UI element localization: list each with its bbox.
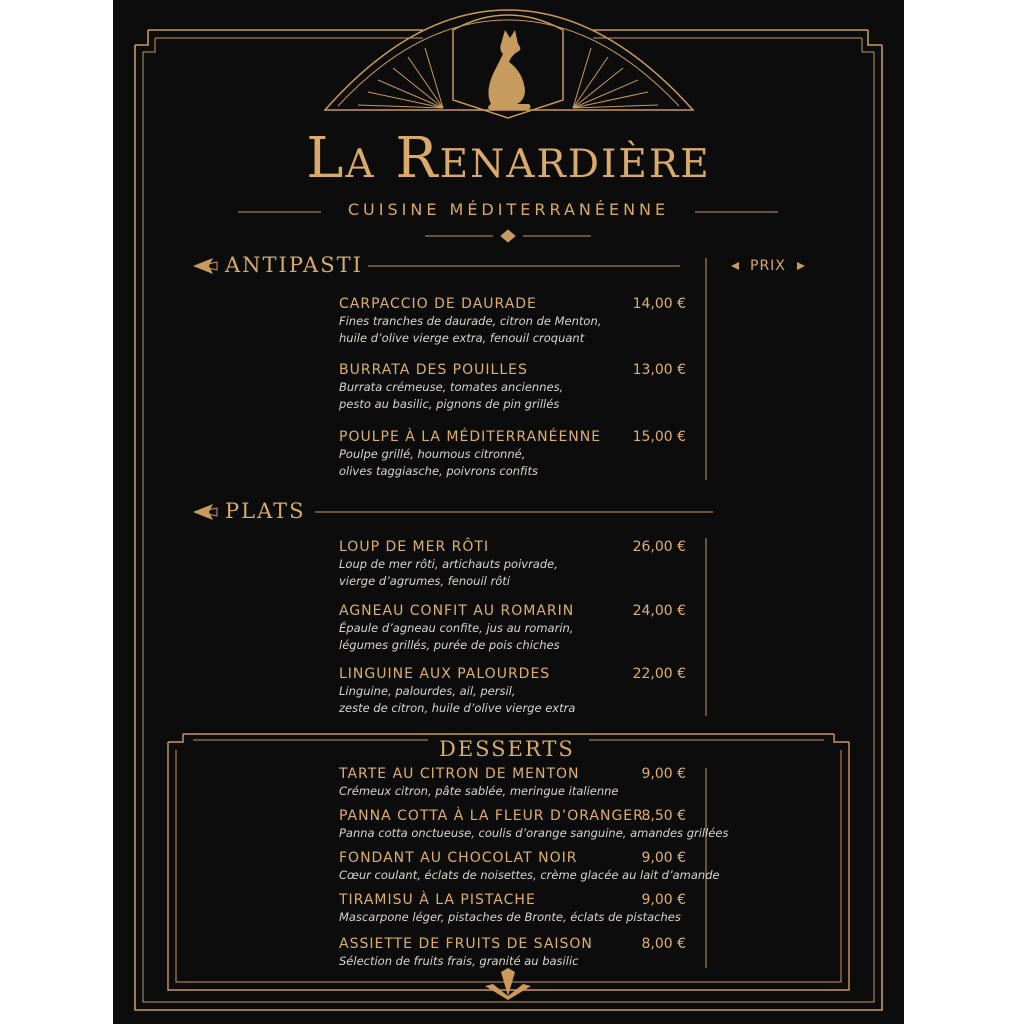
item-name: AGNEAU CONFIT AU ROMARIN <box>339 603 575 619</box>
item-description: Panna cotta onctueuse, coulis d’orange sanguine, amandes grillées <box>339 826 729 840</box>
item-description: huile d’olive vierge extra, fenouil croquant <box>339 330 585 345</box>
restaurant-name: La Renardière <box>306 126 711 191</box>
section-title-antipasti: ANTIPASTI <box>225 253 363 277</box>
item-name: BURRATA DES POUILLES <box>339 362 528 378</box>
item-description: pesto au basilic, pignons de pin grillés <box>339 396 560 411</box>
item-price: 8,50 € <box>641 808 686 824</box>
item-name: ASSIETTE DE FRUITS DE SAISON <box>339 936 593 952</box>
item-name: LINGUINE AUX PALOURDES <box>339 666 551 682</box>
fox-emblem-icon <box>488 30 531 110</box>
header-emblem <box>113 0 904 130</box>
item-description: zeste de citron, huile d’olive vierge extra <box>339 700 576 715</box>
price-column-header: PRIX <box>750 258 786 274</box>
item-description: Linguine, palourdes, ail, persil, <box>339 684 516 698</box>
item-description: Poulpe grillé, houmous citronné, <box>339 447 526 461</box>
item-description: olives taggiasche, poivrons confits <box>339 463 538 478</box>
item-name: LOUP DE MER RÔTI <box>339 539 490 555</box>
menu-item <box>339 602 639 653</box>
item-name: POULPE À LA MÉDITERRANÉENNE <box>339 429 602 445</box>
item-name: TIRAMISU À LA PISTACHE <box>339 892 536 908</box>
item-price: 8,00 € <box>641 936 686 952</box>
item-price: 9,00 € <box>641 766 686 782</box>
item-price: 22,00 € <box>632 666 686 682</box>
item-description: Loup de mer rôti, artichauts poivrade, <box>339 557 558 571</box>
item-description: vierge d’agrumes, fenouil rôti <box>339 573 510 588</box>
item-name: CARPACCIO DE DAURADE <box>339 296 537 312</box>
menu-item <box>339 538 639 589</box>
item-description: Cœur coulant, éclats de noisettes, crème glacée au lait d’amande <box>339 868 720 882</box>
item-price: 24,00 € <box>632 603 686 619</box>
item-description: Burrata crémeuse, tomates anciennes, <box>339 380 564 394</box>
item-price: 14,00 € <box>632 296 686 312</box>
menu-item <box>339 361 639 412</box>
item-description: légumes grillés, purée de pois chiches <box>339 637 560 652</box>
item-name: FONDANT AU CHOCOLAT NOIR <box>339 850 578 866</box>
item-name: TARTE AU CITRON DE MENTON <box>339 766 580 782</box>
menu-item <box>339 295 639 346</box>
item-price: 15,00 € <box>632 429 686 445</box>
menu-item <box>339 428 639 479</box>
item-name: PANNA COTTA À LA FLEUR D’ORANGER <box>339 808 644 824</box>
menu-item <box>339 665 639 716</box>
item-price: 26,00 € <box>632 539 686 555</box>
item-description: Fines tranches de daurade, citron de Menton, <box>339 314 602 328</box>
section-title-plats: PLATS <box>225 499 306 523</box>
item-description: Sélection de fruits frais, granité au basilic <box>339 954 579 968</box>
item-description: Crémeux citron, pâte sablée, meringue italienne <box>339 784 619 798</box>
item-price: 9,00 € <box>641 892 686 908</box>
item-description: Épaule d’agneau confite, jus au romarin, <box>339 621 574 635</box>
item-description: Mascarpone léger, pistaches de Bronte, éclats de pistaches <box>339 910 681 924</box>
item-price: 13,00 € <box>632 362 686 378</box>
menu-item <box>339 935 639 970</box>
restaurant-subtitle: CUISINE MÉDITERRANÉENNE <box>347 200 670 219</box>
item-price: 9,00 € <box>641 850 686 866</box>
menu-item <box>339 765 639 800</box>
section-title-desserts: DESSERTS <box>439 737 575 761</box>
menu-card <box>113 0 904 1024</box>
